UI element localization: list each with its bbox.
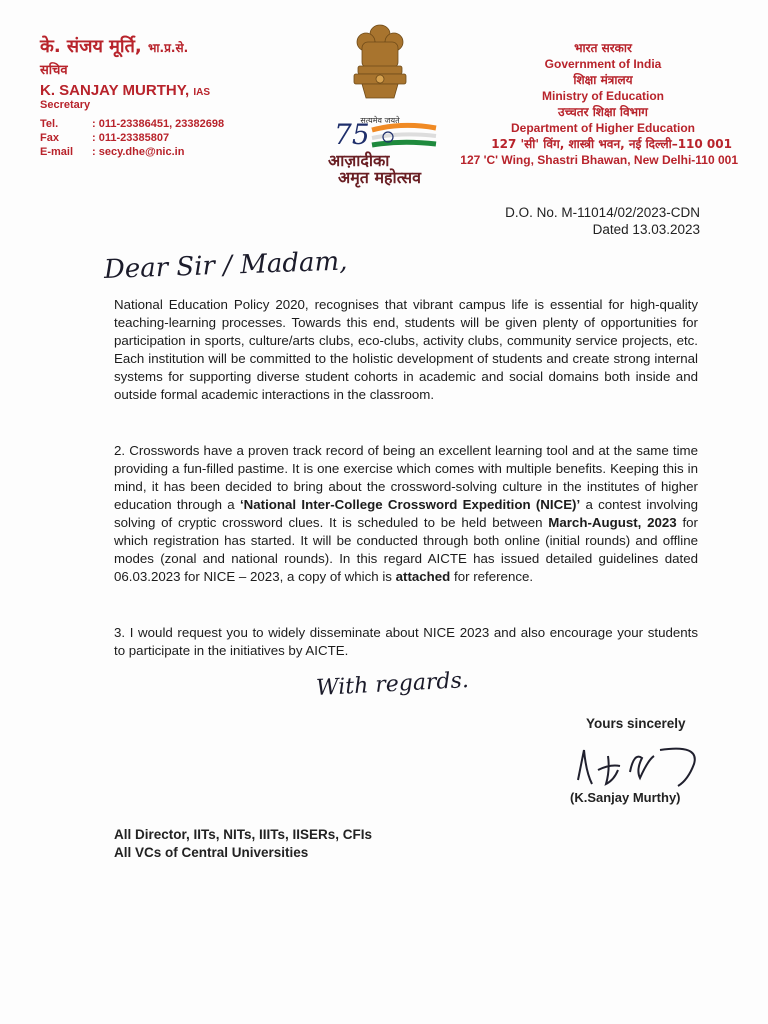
ministry-block [448,40,758,168]
amrit-75-icon [332,118,442,152]
sender-designation-english: Secretary [40,99,91,111]
sender-designation-hindi: सचिव [40,63,68,78]
ministry-line: शिक्षा मंत्रालय [573,73,633,87]
sender-name-english: K. SANJAY MURTHY, IAS [40,82,211,99]
addressees [114,826,372,862]
addressee-line: All Director, IITs, NITs, IIITs, IISERs, CFIs [114,827,373,842]
paragraph-3: 3. I would request you to widely disseminate about NICE 2023 and also encourage your students to participate in the initiatives by AICTE. [114,625,698,658]
paragraph-1: National Education Policy 2020, recognises that vibrant campus life is essential for high-quality teaching-learning processes. Towards this end, students will be given plenty of opportunities for participation in sports, culture/arts clubs, eco-clubs, activity clubs, community service projects, etc. Each institution will be committed to the holistic development of students and create strong internal systems for supporting diverse student cohorts in academic and social domains both inside and outside formal academic interactions in the classroom. [114,297,698,402]
salutation-handwritten: Dear Sir / Madam, [103,246,348,285]
ministry-address-hindi: 127 'सी' विंग, शास्त्री भवन, नई दिल्ली–110 001 [491,137,732,151]
contact-email: E-mail : secy.dhe@nic.in [40,146,185,158]
paragraph-2: 2. Crosswords have a proven track record of being an excellent learning tool and at the same time providing a fun-filled pastime. It is one exercise which comes with multiple benefits. Keeping this in mind, it has been decided to bring about the crossword-solving culture in the institutes of higher education through a ‘National Inter-College Crossword Expedition (NICE)’ a contest involving solving of cryptic crossword clues. It is scheduled to be held between March-August, 2023 for which registration has started. It will be conducted through both online (initial rounds) and offline modes (zonal and national rounds). In this regard AICTE has issued detailed guidelines dated 06.03.2023 for NICE – 2023, a copy of which is attached for reference. [114,443,698,584]
emblem-motto: सत्यमेव जयते [360,116,400,125]
ministry-line: Government of India [544,57,662,71]
sender-name-hindi: के. संजय मूर्ति, भा.प्र.से. [40,36,189,57]
national-emblem [340,20,420,126]
nice-title: ‘National Inter-College Crossword Expedition (NICE)’ [239,497,581,512]
lion-capital-icon [340,20,420,110]
contact-details [40,117,290,159]
ministry-line: Ministry of Education [541,89,664,103]
ministry-line: भारत सरकार [574,41,632,55]
letter-reference [400,204,700,238]
attached-word: attached [395,569,451,584]
amrit-mahotsav-logo [322,118,452,188]
sender-block [40,34,290,159]
amrit-line2: अमृत महोत्सव [338,168,421,187]
ministry-line: Department of Higher Education [510,121,695,135]
contact-fax: Fax : 011-23385807 [40,132,170,144]
signatory-name: (K.Sanjay Murthy) [570,790,681,805]
addressee-line: All VCs of Central Universities [114,845,309,860]
closing-yours-sincerely: Yours sincerely [586,716,686,731]
amrit-line1: आज़ादीका [328,151,390,170]
ministry-address-english: 127 'C' Wing, Shastri Bhawan, New Delhi-110 001 [460,153,738,167]
amrit-number: 75 [334,118,370,151]
handwritten-regards: With regards. [315,668,470,701]
contest-dates: March-August, 2023 [548,515,677,530]
amrit-title [328,152,421,186]
letter-date: Dated 13.03.2023 [592,222,700,237]
contact-tel: Tel. : 011-23386451, 23382698 [40,118,225,130]
signature-icon [570,740,710,792]
ministry-line: उच्चतर शिक्षा विभाग [558,105,648,119]
do-number: D.O. No. M-11014/02/2023-CDN [505,205,700,220]
